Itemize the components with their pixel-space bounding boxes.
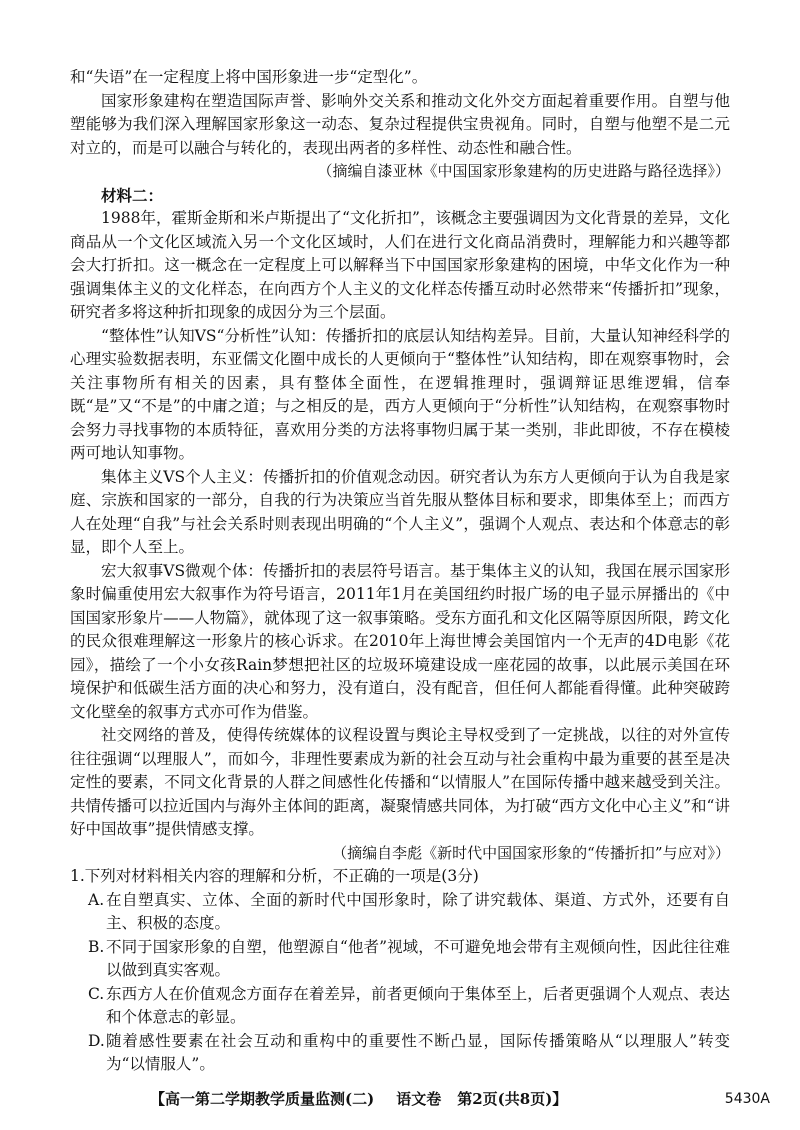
option-b bbox=[70, 936, 730, 983]
option-a bbox=[70, 889, 730, 936]
option-text: 在自塑真实、立体、全面的新时代中国形象时，除了讲究载体、渠道、方式外，还要有自主、积极的态度。 bbox=[106, 890, 730, 932]
option-text: 随着感性要素在社会互动和重构中的重要性不断凸显，国际传播策略从“以理服人”转变为“以情服人”。 bbox=[106, 1031, 730, 1073]
material-2-paragraph: 社交网络的普及，使得传统媒体的议程设置与舆论主导权受到了一定挑战，以往的对外宣传往往强调“以理服人”，而如今，非理性要素成为新的社会互动与社会重构中最为重要的甚至是决定性的要素，不同文化背景的人群之间感性化传播和“以情服人”在国际传播中越来越受到关注。共情传播可以拉近国内与海外主体间的距离，凝聚情感共同体，为打破“西方文化中心主义”和“讲好中国故事”提供情感支撑。 bbox=[70, 726, 730, 838]
footer-exam-title: 【高一第二学期教学质量监测(二) bbox=[150, 1090, 375, 1108]
footer-page-number: 第2页(共8页)】 bbox=[457, 1090, 568, 1108]
option-letter: C. bbox=[88, 984, 105, 1003]
footer-subject: 语文卷 bbox=[396, 1090, 442, 1108]
paragraph-continuation: 和“失语”在一定程度上将中国形象进一步“定型化”。 bbox=[70, 68, 428, 86]
source-citation-2: （摘编自李彪《新时代中国国家形象的“传播折扣”与应对》） bbox=[332, 843, 730, 862]
source-citation-1: （摘编自漆亚林《中国国家形象建构的历史进路与路径选择》） bbox=[317, 162, 730, 180]
question-1 bbox=[70, 865, 730, 1077]
material-2-paragraph: 宏大叙事VS微观个体：传播折扣的表层符号语言。基于集体主义的认知，我国在展示国家形象时偏重使用宏大叙事作为符号语言，2011年1月在美国纽约时报广场的电子显示屏播出的《中国国家形象片——人物篇》，就体现了这一叙事策略。受东方面孔和文化区隔等原因所限，跨文化的民众很难理解这一形象片的核心诉求。在2010年上海世博会美国馆内一个无声的4D电影《花园》，描绘了一个小女孩Rain梦想把社区的垃圾环境建设成一座花园的故事，以此展示美国在环境保护和低碳生活方面的决心和努力，没有道白，没有配音，但任何人都能看得懂。此种突破跨文化壁垒的叙事方式亦可作为借鉴。 bbox=[70, 561, 730, 721]
page-content bbox=[70, 66, 730, 1077]
material-2-paragraph: 1988年，霍斯金斯和米卢斯提出了“文化折扣”，该概念主要强调因为文化背景的差异，文化商品从一个文化区域流入另一个文化区域时，人们在进行文化商品消费时，理解能力和兴趣等都会大打折扣。这一概念在一定程度上可以解释当下中国国家形象建构的困境，中华文化作为一种强调集体主义的文化样态，在向西方个人主义的文化样态传播互动时必然带来“传播折扣”现象，研究者多将这种折扣现象的成因分为三个层面。 bbox=[70, 209, 730, 321]
footer-paper-code: 5430A bbox=[724, 1091, 770, 1107]
option-letter: D. bbox=[88, 1031, 105, 1050]
option-letter: A. bbox=[88, 890, 105, 909]
question-stem: 1.下列对材料相关内容的理解和分析，不正确的一项是(3分) bbox=[70, 867, 479, 885]
option-letter: B. bbox=[88, 937, 105, 956]
material-2-heading: 材料二： bbox=[101, 185, 164, 205]
option-text: 东西方人在价值观念方面存在着差异，前者更倾向于集体至上，后者更强调个人观点、表达和个体意志的彰显。 bbox=[106, 984, 730, 1026]
material-2-paragraph: 集体主义VS个人主义：传播折扣的价值观念动因。研究者认为东方人更倾向于认为自我是家庭、宗族和国家的一部分，自我的行为决策应当首先服从整体目标和要求，即集体至上；而西方人在处理“自我”与社会关系时则表现出明确的“个人主义”，强调个人观点、表达和个体意志的彰显，即个人至上。 bbox=[70, 467, 730, 556]
material-2-paragraph: “整体性”认知VS“分析性”认知：传播折扣的底层认知结构差异。目前，大量认知神经科学的心理实验数据表明，东亚儒文化圈中成长的人更倾向于“整体性”认知结构，即在观察事物时，会关注事物所有相关的因素，具有整体全面性，在逻辑推理时，强调辩证思维逻辑，信奉既“是”又“不是”的中庸之道；与之相反的是，西方人更倾向于“分析性”认知结构，在观察事物时会努力寻找事物的本质特征，喜欢用分类的方法将事物归属于某一类别，非此即彼，不存在模棱两可地认知事物。 bbox=[70, 326, 730, 462]
paragraph-self-other-shaping: 国家形象建构在塑造国际声誉、影响外交关系和推动文化外交方面起着重要作用。自塑与他塑能够为我们深入理解国家形象这一动态、复杂过程提供宝贵视角。同时，自塑与他塑不是二元对立的，而是可以融合与转化的，表现出两者的多样性、动态性和融合性。 bbox=[70, 91, 730, 157]
option-c bbox=[70, 983, 730, 1030]
option-d bbox=[70, 1030, 730, 1077]
page-footer bbox=[150, 1089, 770, 1109]
option-text: 不同于国家形象的自塑，他塑源自“他者”视域，不可避免地会带有主观倾向性，因此往往难以做到真实客观。 bbox=[106, 937, 730, 979]
